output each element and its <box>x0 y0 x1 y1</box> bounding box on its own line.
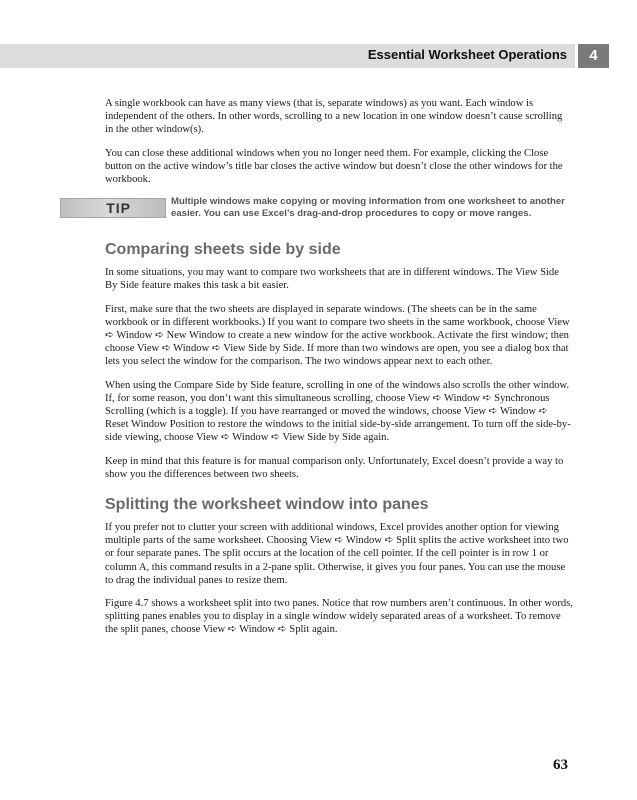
tip-label-box <box>60 198 166 218</box>
tip-text: Multiple windows make copying or moving information from one worksheet to another easier. You can use Excel’s drag-and-drop procedures to copy or move ranges. <box>171 196 565 220</box>
section-heading-split: Splitting the worksheet window into panes <box>105 496 429 514</box>
split-paragraph-1: If you prefer not to clutter your screen with additional windows, Excel provides another option for viewing multiple parts of the same worksheet. Choosing View ➪ Window ➪ Split splits the active worksheet into two or four separate panes. The split occurs at the location of the cell pointer. If the cell pointer is in row 1 or column A, this command results in a 2-pane split. Otherwise, it gives you four panes. You can use the mouse to drag the individual panes to resize them. <box>105 522 569 586</box>
intro-paragraph-2: You can close these additional windows when you no longer need them. For example, clicking the Close button on the active window’s title bar closes the active window but doesn’t close the other windows for the workbook. <box>105 147 563 186</box>
compare-paragraph-2: First, make sure that the two sheets are displayed in separate windows. (The sheets can be in the same workbook or in different workbooks.) If you want to compare two sheets in the same workbook, choose View ➪ Window ➪ New Window to create a new window for the active workbook. Activate the first window; then choose View ➪ Window ➪ View Side by Side. If more than two windows are open, you see a dialog box that lets you select the window for the comparison. The two windows appear next to each other. <box>105 303 570 368</box>
running-header-title: Essential Worksheet Operations <box>367 47 567 62</box>
page-number: 63 <box>553 757 568 773</box>
compare-paragraph-1: In some situations, you may want to compare two worksheets that are in different windows. The View Side By Side feature makes this task a bit easier. <box>105 267 559 292</box>
tip-callout <box>60 196 573 226</box>
split-paragraph-2: Figure 4.7 shows a worksheet split into two panes. Notice that row numbers aren’t continuous. In other words, splitting panes enables you to display in a single window widely separated areas of a worksheet. To remove the split panes, choose View ➪ Window ➪ Split again. <box>105 598 573 636</box>
compare-paragraph-4: Keep in mind that this feature is for manual comparison only. Unfortunately, Excel doesn’t provide a way to show you the differences between two sheets. <box>105 455 564 480</box>
compare-paragraph-3: When using the Compare Side by Side feature, scrolling in one of the windows also scrolls the other window. If, for some reason, you don’t want this simultaneous scrolling, choose View ➪ Window ➪ Synchronous Scrolling (which is a toggle). If you have rearranged or moved the windows, choose View ➪ Window ➪ Reset Window Position to restore the windows to the initial side-by-side arrangement. To turn off the side-by-side viewing, choose View ➪ Window ➪ View Side by Side again. <box>105 379 571 444</box>
page-content <box>105 97 573 647</box>
intro-paragraph-1: A single workbook can have as many views (that is, separate windows) as you want. Each window is independent of the others. In other words, scrolling to a new location in one window doesn’t cause scrolling in the other window(s). <box>105 98 563 136</box>
chapter-number-badge: 4 <box>578 44 609 68</box>
tip-label: TIP <box>106 200 131 217</box>
section-heading-compare: Comparing sheets side by side <box>105 241 341 259</box>
